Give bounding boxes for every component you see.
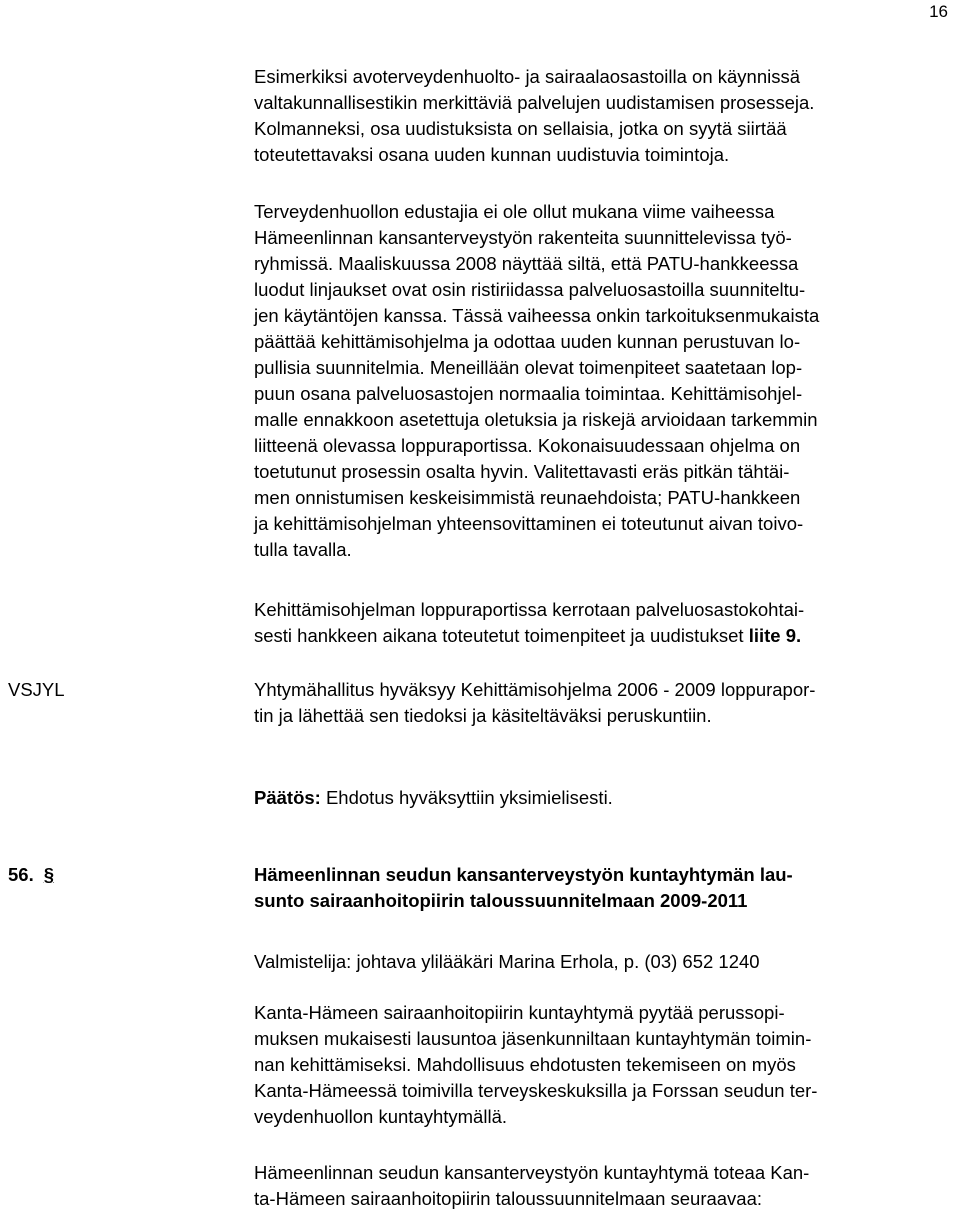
text-line: jen käytäntöjen kanssa. Tässä vaiheessa onkin tarkoituksenmukaista bbox=[254, 305, 820, 326]
decision bbox=[254, 785, 954, 811]
text-line: Hämeenlinnan seudun kansanterveystyön kuntayhtymä toteaa Kan- bbox=[254, 1162, 810, 1183]
item-number bbox=[8, 862, 54, 888]
text-line bbox=[254, 785, 954, 811]
paragraph-statement-request bbox=[254, 1000, 954, 1130]
text-line: ja kehittämisohjelman yhteensovittaminen ei toteutunut aivan toivo- bbox=[254, 513, 804, 534]
text-line: Kehittämisohjelman loppuraportissa kerrotaan palveluosastokohtai- bbox=[254, 599, 805, 620]
text-line: liitteenä olevassa loppuraportissa. Kokonaisuudessaan ohjelma on bbox=[254, 435, 801, 456]
paragraph-intro bbox=[254, 64, 954, 168]
paragraph-health-care bbox=[254, 199, 954, 563]
text-line: Valmistelija: johtava ylilääkäri Marina Erhola, p. (03) 652 1240 bbox=[254, 951, 760, 972]
attachment-reference: liite 9. bbox=[748, 625, 802, 646]
text-line: veydenhuollon kuntayhtymällä. bbox=[254, 1106, 507, 1127]
item-title bbox=[254, 862, 954, 914]
text-line: nan kehittämiseksi. Mahdollisuus ehdotusten tekemiseen on myös bbox=[254, 1054, 796, 1075]
text-line: päättää kehittämisohjelma ja odottaa uuden kunnan perustuvan lo- bbox=[254, 331, 801, 352]
text-line bbox=[254, 623, 954, 649]
text-line: toteutettavaksi osana uuden kunnan uudistuvia toimintoja. bbox=[254, 144, 730, 165]
preparer bbox=[254, 949, 954, 975]
page-number: 16 bbox=[929, 2, 948, 21]
text-line: Esimerkiksi avoterveydenhuolto- ja sairaalaosastoilla on käynnissä bbox=[254, 66, 801, 87]
text-line: Kanta-Hämeen sairaanhoitopiirin kuntayhtymä pyytää perussopi- bbox=[254, 1002, 785, 1023]
text-span: sesti hankkeen aikana toteutetut toimenpiteet ja uudistukset bbox=[254, 625, 749, 646]
paragraph-final-report bbox=[254, 597, 954, 649]
text-line: ryhmissä. Maaliskuussa 2008 näyttää siltä, että PATU-hankkeessa bbox=[254, 253, 799, 274]
text-line: puun osana palveluosastojen normaalia toimintaa. Kehittämisohjel- bbox=[254, 383, 803, 404]
text-line: sunto sairaanhoitopiirin taloussuunnitelmaan 2009-2011 bbox=[254, 890, 748, 911]
proposal-label: VSJYL bbox=[8, 679, 65, 700]
proposal-text bbox=[254, 677, 954, 729]
text-line: valtakunnallisestikin merkittäviä palvelujen uudistamisen prosesseja. bbox=[254, 92, 815, 113]
text-line: toetutunut prosessin osalta hyvin. Valitettavasti eräs pitkän tähtäi- bbox=[254, 461, 790, 482]
text-line: muksen mukaisesti lausuntoa jäsenkunniltaan kuntayhtymän toimin- bbox=[254, 1028, 812, 1049]
text-line: tulla tavalla. bbox=[254, 539, 352, 560]
text-line: Hämeenlinnan seudun kansanterveystyön kuntayhtymän lau- bbox=[254, 864, 793, 885]
text-line: Yhtymähallitus hyväksyy Kehittämisohjelma 2006 - 2009 loppurapor- bbox=[254, 679, 816, 700]
section-mark: § bbox=[43, 864, 55, 885]
text-line: Terveydenhuollon edustajia ei ole ollut mukana viime vaiheessa bbox=[254, 201, 775, 222]
paragraph-statement bbox=[254, 1160, 954, 1212]
text-line: luodut linjaukset ovat osin ristiriidassa palveluosastoilla suunniteltu- bbox=[254, 279, 806, 300]
text-line: malle ennakkoon asetettuja oletuksia ja riskejä arvioidaan tarkemmin bbox=[254, 409, 818, 430]
item-number-value: 56. bbox=[8, 864, 34, 885]
text-line: Kolmanneksi, osa uudistuksista on sellaisia, jotka on syytä siirtää bbox=[254, 118, 787, 139]
text-line: men onnistumisen keskeisimmistä reunaehdoista; PATU-hankkeen bbox=[254, 487, 801, 508]
text-line: Hämeenlinnan kansanterveystyön rakenteita suunnittelevissa työ- bbox=[254, 227, 792, 248]
text-line: Kanta-Hämeessä toimivilla terveyskeskuksilla ja Forssan seudun ter- bbox=[254, 1080, 818, 1101]
decision-label: Päätös: bbox=[254, 787, 321, 808]
text-line: pullisia suunnitelmia. Meneillään olevat toimenpiteet saatetaan lop- bbox=[254, 357, 803, 378]
text-line: ta-Hämeen sairaanhoitopiirin taloussuunnitelmaan seuraavaa: bbox=[254, 1188, 763, 1209]
text-line: tin ja lähettää sen tiedoksi ja käsiteltäväksi peruskuntiin. bbox=[254, 705, 712, 726]
decision-text: Ehdotus hyväksyttiin yksimielisesti. bbox=[320, 787, 613, 808]
